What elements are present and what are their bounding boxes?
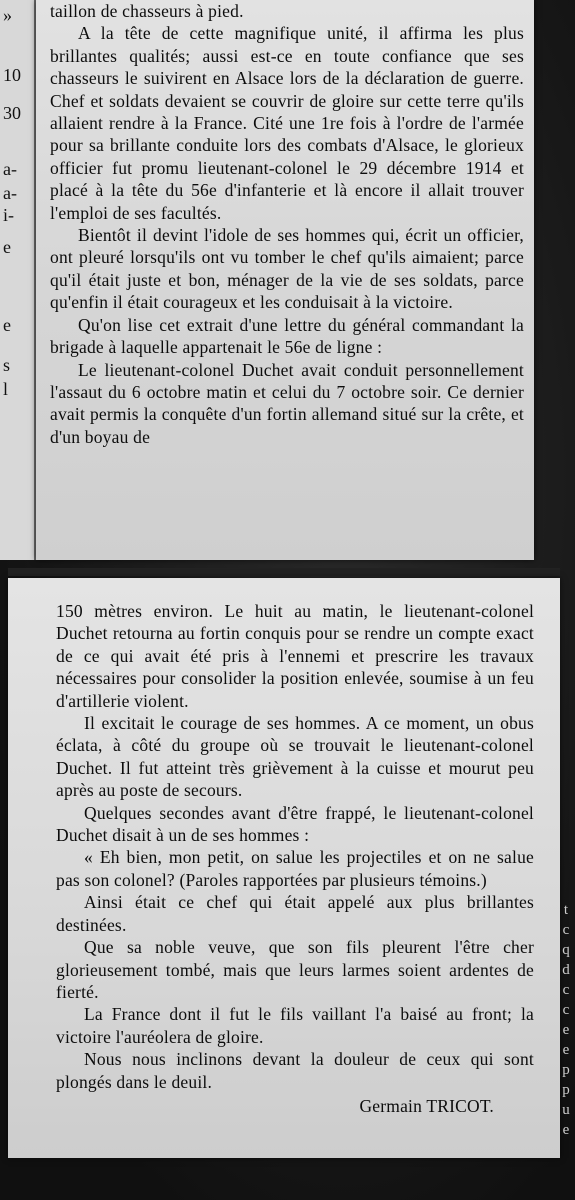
paragraph: Ainsi était ce chef qui était appelé aux plus brillantes destinées. bbox=[56, 892, 534, 935]
margin-fragment: e bbox=[3, 237, 11, 257]
margin-fragment: t bbox=[563, 902, 569, 918]
margin-fragment: 30 bbox=[3, 103, 21, 123]
paragraph: La France dont il fut le fils vaillant l'a baisé au front; la victoire l'auréolera de gloire. bbox=[56, 1004, 534, 1047]
margin-fragment: i- bbox=[3, 205, 14, 225]
upper-column-text bbox=[50, 0, 524, 448]
margin-fragment: p bbox=[562, 1082, 570, 1098]
paragraph: taillon de chasseurs à pied. bbox=[50, 1, 244, 21]
paragraph: Que sa noble veuve, que son fils pleurent l'être cher glorieusement tombé, mais que leurs larmes soient ardentes de fierté. bbox=[56, 937, 534, 1002]
paragraph: A la tête de cette magnifique unité, il affirma les plus brillantes qualités; aussi est-ce en toute confiance que ses chasseurs le suivirent en Alsace lors de la déclaration de guerre. Chef et soldats devaient se couvrir de gloire sur cette terre qu'ils allaient rendre à la France. Cité une 1re fois à l'ordre de l'armée pour sa brillante conduite lors des combats d'Alsace, le glorieux officier fut promu lieutenant-colonel le 29 décembre 1914 et placé à la tête du 56e d'infanterie et là encore il allait trouver l'emploi de ses facultés. bbox=[50, 23, 524, 223]
margin-fragment: » bbox=[3, 5, 12, 25]
right-margin-fragment bbox=[559, 900, 573, 1140]
lower-column-text bbox=[56, 600, 534, 1117]
paragraph: Nous nous inclinons devant la douleur de ceux qui sont plongés dans le deuil. bbox=[56, 1049, 534, 1092]
paragraph: Le lieutenant-colonel Duchet avait conduit personnellement l'assaut du 6 octobre matin et celui du 7 octobre soir. Ce dernier avait permis la conquête d'un fortin allemand situé sur la crête, et d'un boyau de bbox=[50, 359, 524, 447]
left-margin-fragment bbox=[0, 0, 36, 560]
margin-fragment: d bbox=[562, 962, 570, 978]
upper-clipping bbox=[36, 0, 534, 560]
margin-fragment: c bbox=[562, 982, 570, 998]
margin-fragment: p bbox=[562, 1062, 570, 1078]
paragraph: 150 mètres environ. Le huit au matin, le lieutenant-colonel Duchet retourna au fortin conquis pour se rendre un compte exact de ce qui avait été pris à l'ennemi et prescrire les travaux nécessaires pour consolider la position enlevée, soumise à un feu d'artillerie violent. bbox=[56, 601, 534, 711]
column-rule bbox=[8, 568, 560, 576]
lower-clipping bbox=[8, 578, 560, 1158]
margin-fragment: q bbox=[562, 942, 570, 958]
margin-fragment: a- bbox=[3, 183, 17, 203]
author-signature: Germain TRICOT. bbox=[359, 1095, 494, 1116]
margin-fragment: u bbox=[562, 1102, 570, 1118]
margin-fragment: a- bbox=[3, 159, 17, 179]
paragraph: « Eh bien, mon petit, on salue les projectiles et on ne salue pas son colonel? (Paroles rapportées par plusieurs témoins.) bbox=[56, 847, 534, 890]
margin-fragment: e bbox=[562, 1022, 570, 1038]
margin-fragment: c bbox=[562, 1002, 570, 1018]
margin-fragment: e bbox=[3, 315, 11, 335]
margin-fragment: s bbox=[3, 355, 11, 375]
margin-fragment: e bbox=[562, 1042, 570, 1058]
paragraph: Bientôt il devint l'idole de ses hommes qui, écrit un officier, ont pleuré lorsqu'ils ont vu tomber le chef qu'ils aimaient; parce qu'il était juste et bon, ménager de la vie de ses soldats, parce qu'enfin il était courageux et les conduisait à la victoire. bbox=[50, 225, 524, 313]
margin-fragment: 10 bbox=[3, 65, 21, 85]
margin-fragment: e bbox=[562, 1122, 570, 1138]
paragraph: Il excitait le courage de ses hommes. A ce moment, un obus éclata, à côté du groupe où se trouvait le lieutenant-colonel Duchet. Il fut atteint très grièvement à la cuisse et mourut peu après au poste de secours. bbox=[56, 713, 534, 801]
paragraph: Quelques secondes avant d'être frappé, le lieutenant-colonel Duchet disait à un de ses hommes : bbox=[56, 802, 534, 846]
paragraph: Qu'on lise cet extrait d'une lettre du général commandant la brigade à laquelle appartenait le 56e de ligne : bbox=[50, 314, 524, 358]
margin-fragment: c bbox=[562, 922, 570, 938]
margin-fragment: l bbox=[3, 379, 9, 399]
